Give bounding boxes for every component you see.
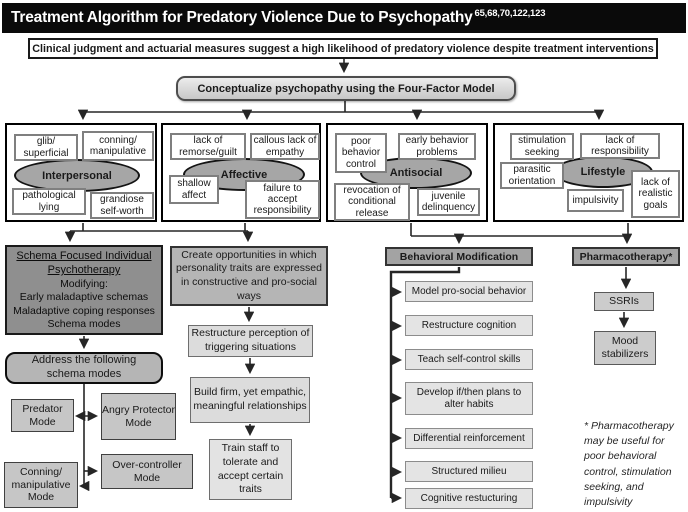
- bm-item: Teach self-control skills: [405, 349, 533, 370]
- factor-lifestyle: [493, 123, 684, 222]
- mode-predator: Predator Mode: [11, 399, 74, 432]
- trait-box: lack of responsibility: [580, 133, 660, 159]
- schema-modifying-label: Modifying:: [60, 277, 108, 290]
- trait-box: poor behavior control: [335, 133, 387, 173]
- trait-box: shallow affect: [169, 175, 219, 204]
- title-text: Treatment Algorithm for Predatory Violence Due to Psychopathy: [11, 9, 473, 26]
- factor-label-ellipse: Lifestyle: [553, 156, 653, 188]
- factor-affective: [161, 123, 321, 222]
- mood-stabilizers-box: Mood stabilizers: [594, 331, 656, 365]
- schema-item: Maladaptive coping responses: [13, 304, 155, 317]
- pharmacotherapy-header: Pharmacotherapy*: [572, 247, 680, 266]
- premise-box: Clinical judgment and actuarial measures suggest a high likelihood of predatory violence despite treatment interventions: [28, 38, 658, 59]
- mode-angry-protector: Angry Protector Mode: [101, 393, 176, 440]
- trait-box: glib/ superficial: [14, 134, 78, 161]
- bm-item: Cognitive restucturing: [405, 488, 533, 509]
- factor-antisocial: [326, 123, 488, 222]
- bm-item: Restructure cognition: [405, 315, 533, 336]
- trait-box: callous lack of empathy: [250, 133, 320, 160]
- ssris-box: SSRIs: [594, 292, 654, 311]
- bm-item: Model pro-social behavior: [405, 281, 533, 302]
- factor-label-ellipse: Antisocial: [360, 157, 472, 189]
- trait-box: early behavior problems: [398, 133, 476, 160]
- train-staff-box: Train staff to tolerate and accept certain traits: [209, 439, 292, 500]
- page-title: [2, 3, 686, 33]
- mode-over-controller: Over-controller Mode: [101, 454, 193, 489]
- address-modes-box: Address the following schema modes: [5, 352, 163, 384]
- trait-box: juvenile delinquency: [417, 188, 480, 216]
- bm-item: Develop if/then plans to alter habits: [405, 382, 533, 415]
- factor-interpersonal: [5, 123, 157, 222]
- bm-item: Differential reinforcement: [405, 428, 533, 449]
- trait-box: grandiose self-worth: [90, 192, 154, 219]
- trait-box: parasitic orientation: [500, 162, 564, 189]
- bm-item: Structured milieu: [405, 461, 533, 482]
- trait-box: failure to accept responsibility: [245, 180, 320, 219]
- build-relationships-box: Build firm, yet empathic, meaningful relationships: [190, 377, 310, 423]
- create-opportunities-box: Create opportunities in which personality traits are expressed in constructive and pro-social ways: [170, 246, 328, 306]
- trait-box: lack of remorse/guilt: [170, 133, 246, 160]
- behavioral-modification-header: Behavioral Modification: [385, 247, 533, 266]
- trait-box: revocation of conditional release: [334, 183, 410, 221]
- trait-box: stimulation seeking: [510, 133, 574, 160]
- factor-label-ellipse: Interpersonal: [14, 159, 140, 192]
- mode-conning-manipulative: Conning/ manipulative Mode: [4, 462, 78, 508]
- trait-box: lack of realistic goals: [631, 170, 680, 218]
- factor-label-ellipse: Affective: [183, 158, 305, 191]
- title-references: 65,68,70,122,123: [474, 7, 546, 19]
- schema-therapy-title: Schema Focused Individual Psychotherapy: [16, 249, 152, 277]
- line-mode-spine: [81, 384, 84, 486]
- trait-box: pathological lying: [12, 188, 86, 215]
- pharmacotherapy-footnote: * Pharmacotherapy may be useful for poor behavioral control, stimulation seeking, and impulsivity: [584, 420, 674, 509]
- schema-item: Early maladaptive schemas: [19, 291, 149, 304]
- trait-box: impulsivity: [567, 189, 624, 212]
- schema-therapy-box: [5, 245, 163, 335]
- trait-box: conning/ manipulative: [82, 131, 154, 161]
- restructure-perception-box: Restructure perception of triggering situations: [188, 325, 313, 357]
- four-factor-model-box: Conceptualize psychopathy using the Four-Factor Model: [176, 76, 516, 101]
- schema-item: Schema modes: [47, 318, 121, 331]
